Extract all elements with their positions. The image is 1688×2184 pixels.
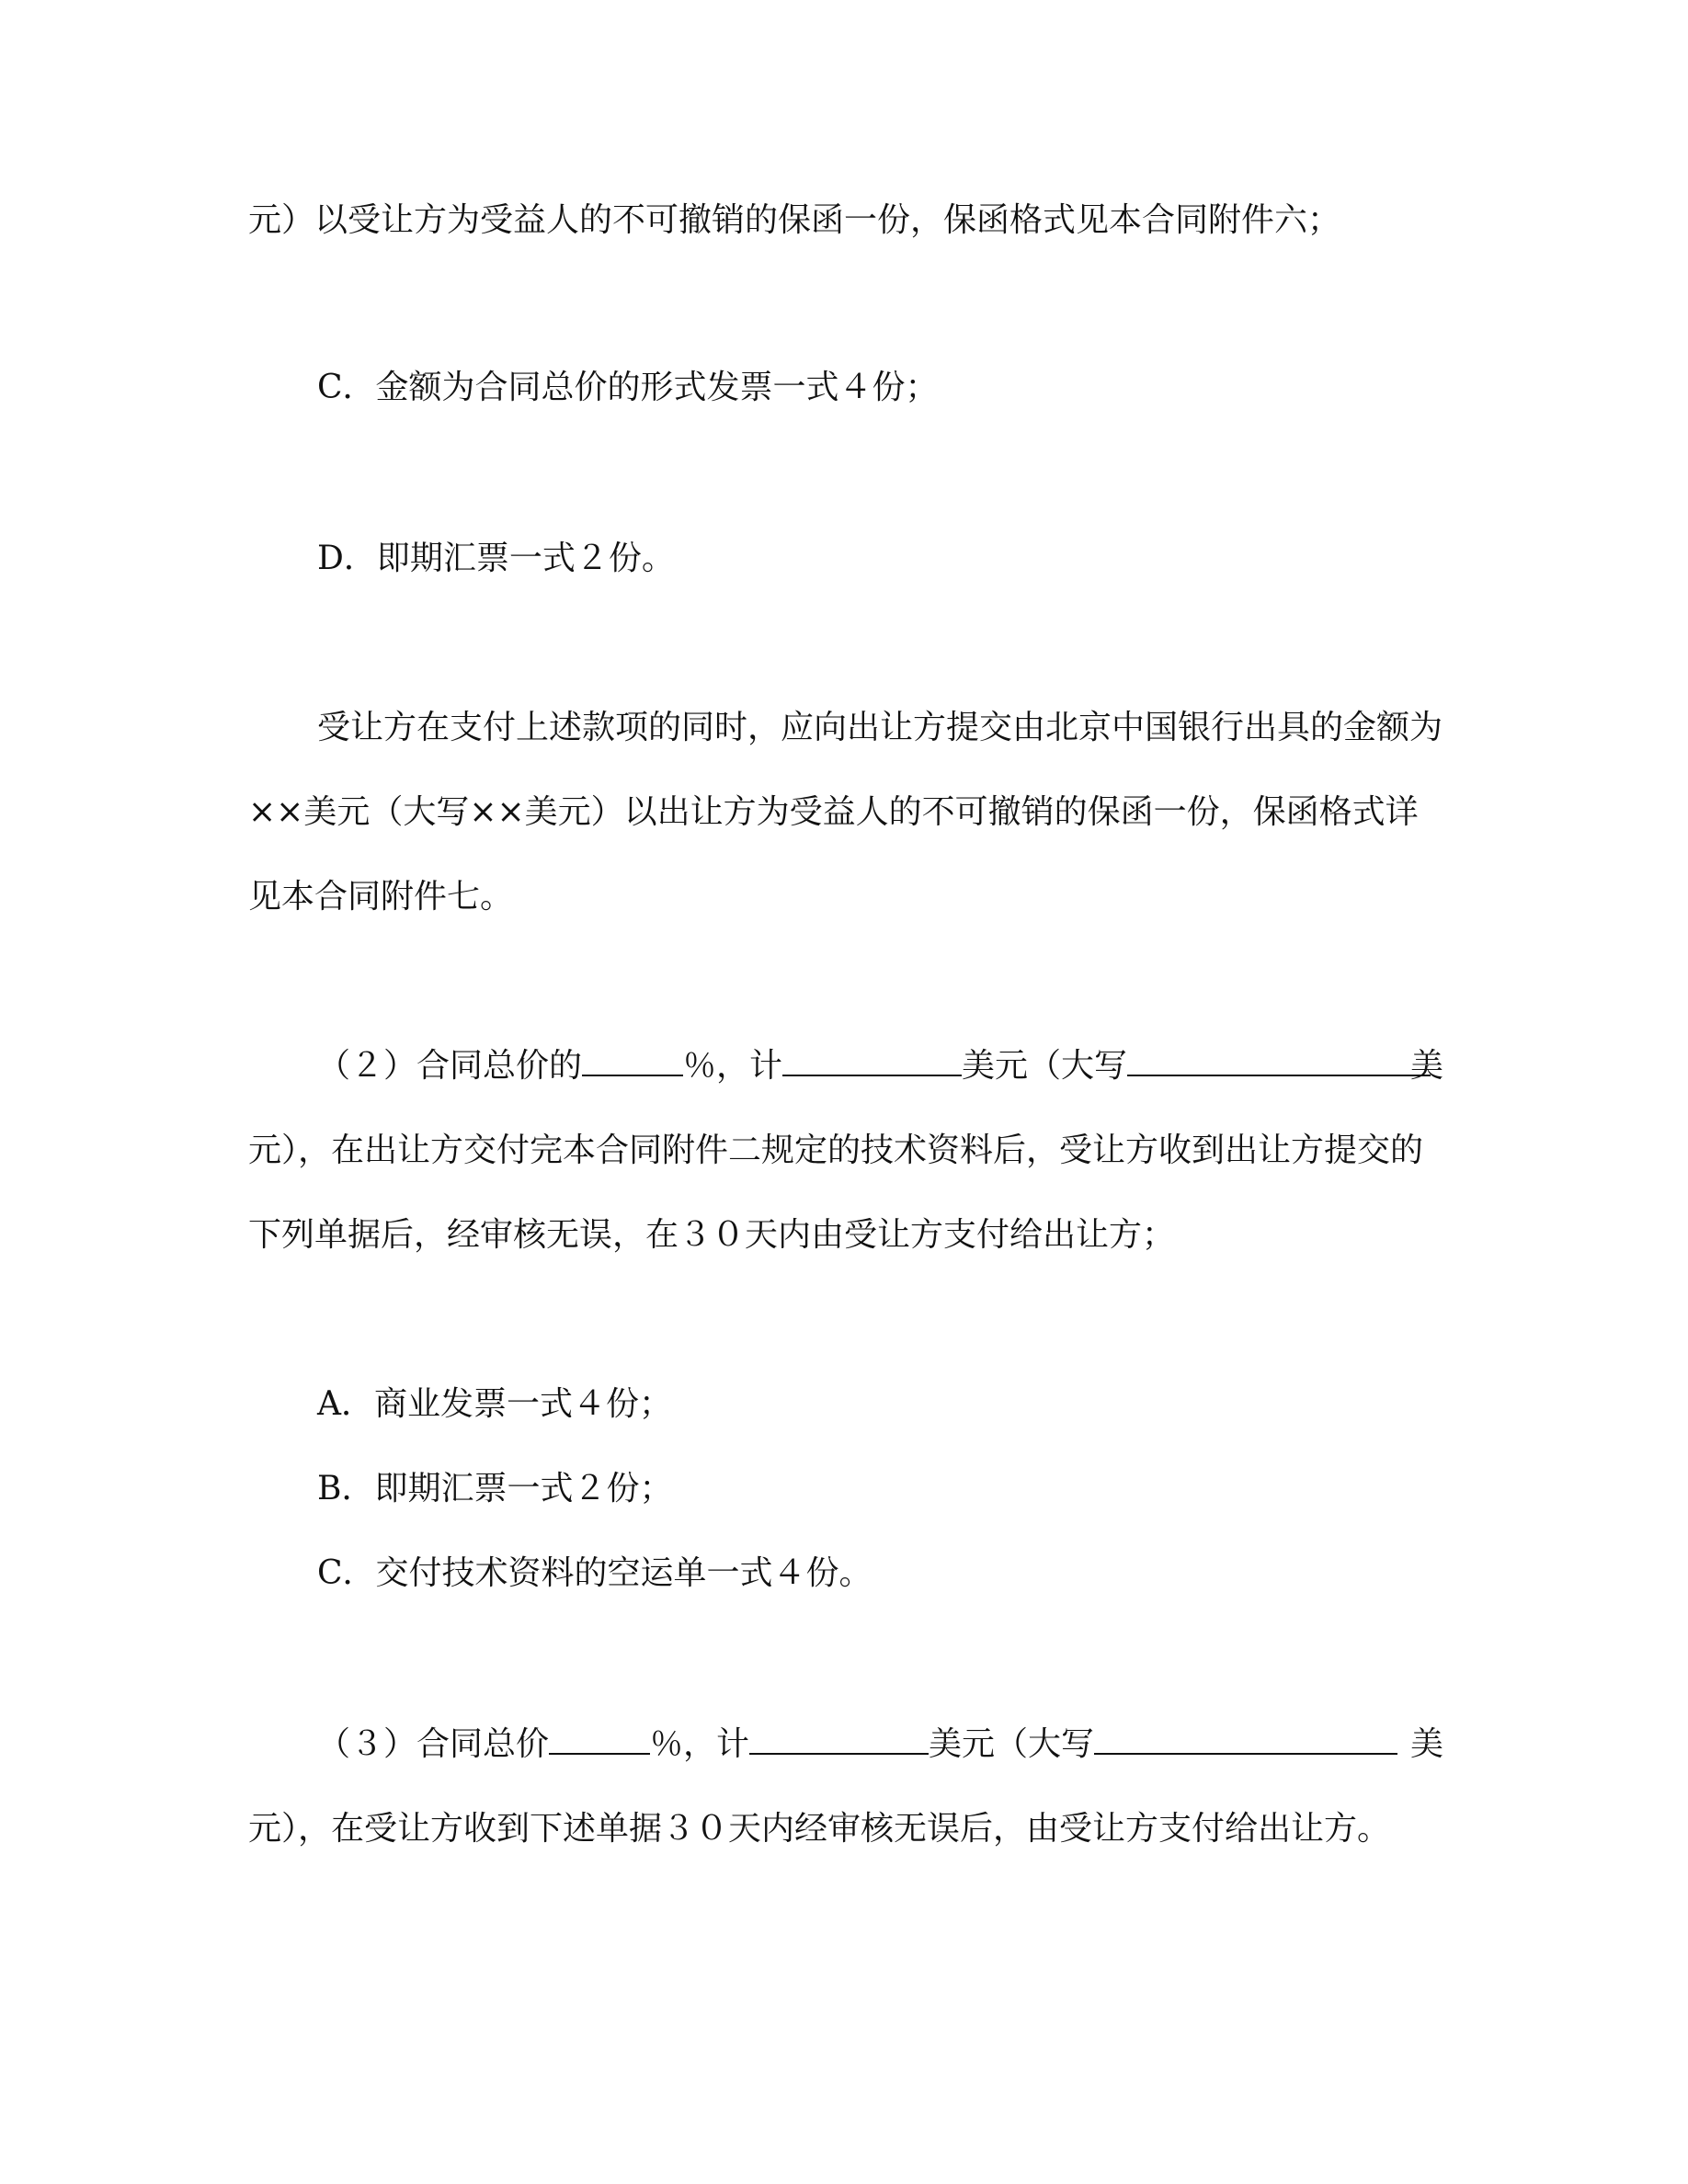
clause-2-usd-open: 美元（大写 <box>962 1047 1128 1085</box>
clause-3-line-1-end: 美 <box>1409 1725 1443 1763</box>
clause-2-line-1-end: 美 <box>1409 1047 1443 1085</box>
guarantee-end-line: 元）以受让方为受益人的不可撤销的保函一份，保函格式见本合同附件六； <box>248 201 1341 239</box>
transferee-guarantee-line-2: ××美元（大写××美元）以出让方为受益人的不可撤销的保函一份，保函格式详 <box>248 793 1419 831</box>
clause-2-capital-blank <box>1127 1047 1431 1076</box>
clause-3-line-2: 元），在受让方收到下述单据３０天内经审核无误后，由受让方支付给出让方。 <box>248 1810 1391 1848</box>
clause-3-percent-sign: ％，计 <box>650 1725 750 1763</box>
item-d-draft: D．即期汇票一式２份。 <box>317 540 675 577</box>
clause-2-line-1 <box>317 1046 1443 1086</box>
clause-2-line-3: 下列单据后，经审核无误，在３０天内由受让方支付给出让方； <box>248 1216 1176 1254</box>
clause-2-percent-sign: ％，计 <box>683 1047 783 1085</box>
transferee-guarantee-line-3: 见本合同附件七。 <box>248 878 514 916</box>
clause-3-line-1 <box>317 1724 1443 1765</box>
clause-3-prefix: （３）合同总价 <box>317 1725 550 1763</box>
clause-3-amount-blank <box>749 1725 929 1755</box>
clause-3-percent-blank <box>549 1725 650 1755</box>
clause-3-usd-open: 美元（大写 <box>929 1725 1095 1763</box>
clause-2-percent-blank <box>582 1047 683 1076</box>
clause-2-amount-blank <box>782 1047 962 1076</box>
clause-2-line-2: 元），在出让方交付完本合同附件二规定的技术资料后，受让方收到出让方提交的 <box>248 1132 1424 1169</box>
transferee-guarantee-line-1: 受让方在支付上述款项的同时，应向出让方提交由北京中国银行出具的金额为 <box>317 709 1443 746</box>
clause-2-item-a: A．商业发票一式４份； <box>317 1385 672 1423</box>
item-c-invoice: C．金额为合同总价的形式发票一式４份； <box>317 369 939 406</box>
clause-2-prefix: （２）合同总价的 <box>317 1047 583 1085</box>
clause-2-item-c: C．交付技术资料的空运单一式４份。 <box>317 1554 873 1592</box>
clause-3-capital-blank <box>1094 1725 1397 1755</box>
clause-2-item-b: B．即期汇票一式２份； <box>317 1470 673 1507</box>
